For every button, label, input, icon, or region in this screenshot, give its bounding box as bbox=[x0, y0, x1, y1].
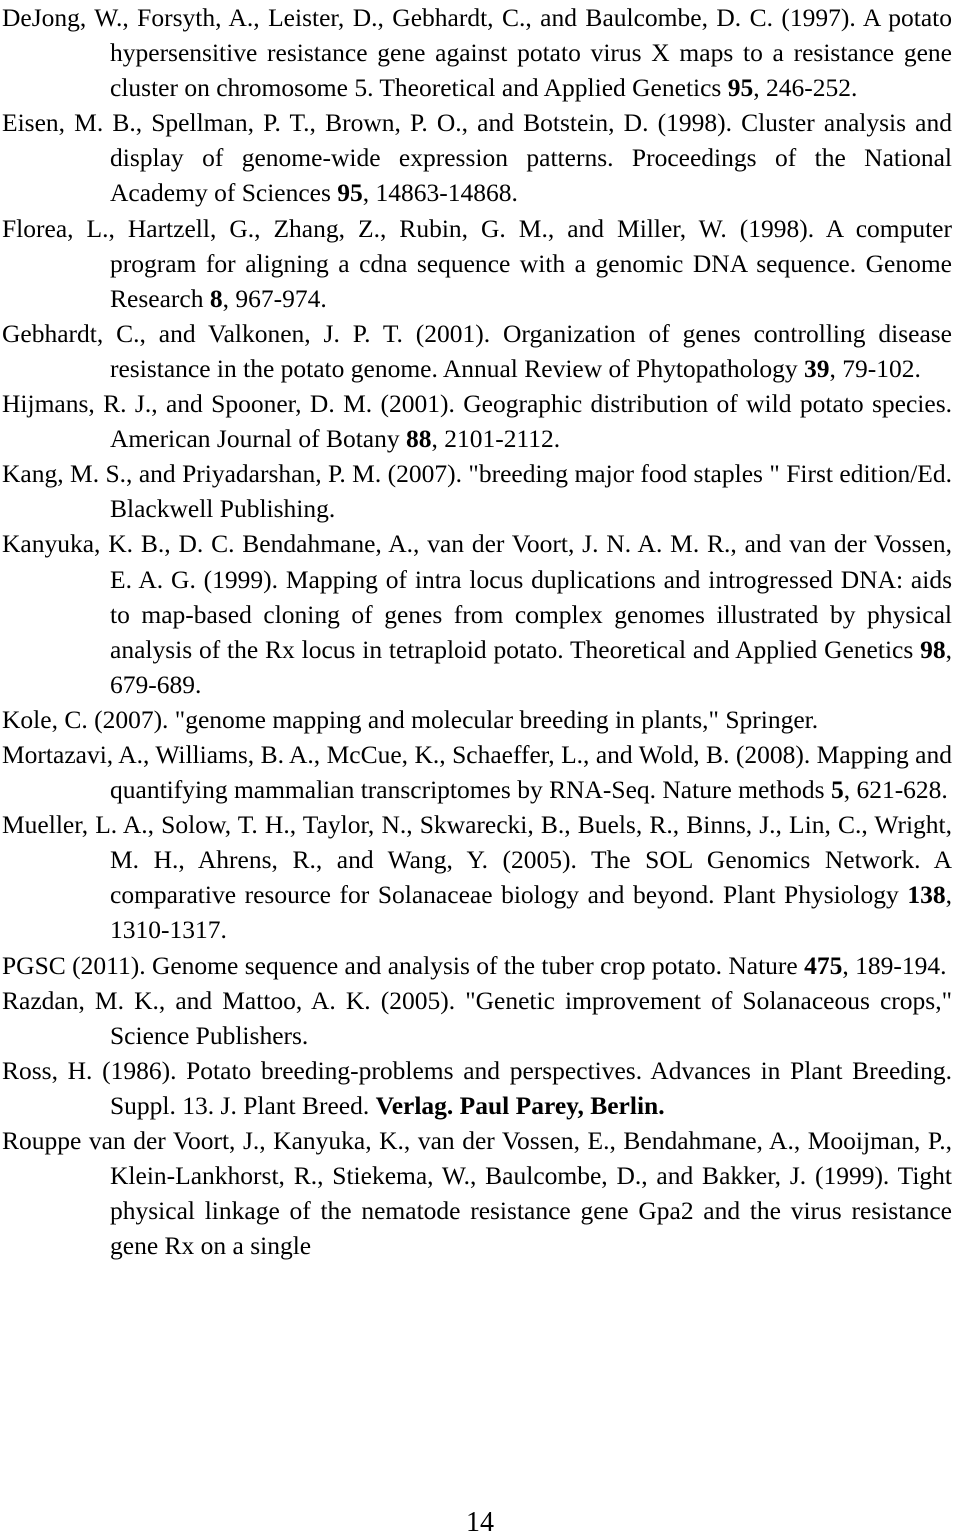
reference-entry bbox=[2, 983, 952, 1053]
reference-pages: , 2101-2112. bbox=[431, 424, 561, 454]
reference-volume: 98 bbox=[920, 634, 946, 664]
reference-text: Hijmans, R. J., and Spooner, D. M. (2001). Geographic distribution of wild potato species. American Journal of Botany bbox=[2, 389, 952, 454]
reference-text: DeJong, W., Forsyth, A., Leister, D., Gebhardt, C., and Baulcombe, D. C. (1997). A potato hypersensitive resistance gene against potato virus X maps to a resistance gene cluster on chromosome 5. Theoretical and Applied Genetics bbox=[2, 3, 952, 103]
reference-text: Kanyuka, K. B., D. C. Bendahmane, A., van der Voort, J. N. A. M. R., and van der Vossen, E. A. G. (1999). Mapping of intra locus duplications and introgressed DNA: aids to map-based cloning of genes from complex genomes illustrated by physical analysis of the Rx locus in tetraploid potato. Theoretical and Applied Genetics bbox=[2, 529, 952, 664]
reference-text: Mueller, L. A., Solow, T. H., Taylor, N., Skwarecki, B., Buels, R., Binns, J., Lin, C., Wright, M. H., Ahrens, R., and Wang, Y. (2005). The SOL Genomics Network. A comparative resource for Solanaceae biology and beyond. Plant Physiology bbox=[2, 810, 952, 910]
reference-volume: 95 bbox=[337, 178, 363, 208]
reference-pages: , 189-194. bbox=[842, 950, 947, 980]
reference-entry bbox=[2, 0, 952, 105]
reference-entry bbox=[2, 316, 952, 386]
reference-entry bbox=[2, 386, 952, 456]
reference-text: Ross, H. (1986). Potato breeding-problems and perspectives. Advances in Plant Breeding. Suppl. 13. J. Plant Breed. bbox=[2, 1055, 952, 1120]
reference-volume: Verlag. Paul Parey, Berlin. bbox=[375, 1090, 665, 1120]
reference-pages: , 679-689. bbox=[110, 634, 952, 699]
reference-volume: 95 bbox=[727, 73, 754, 103]
reference-volume: 5 bbox=[830, 775, 844, 805]
reference-entry bbox=[2, 1053, 952, 1123]
reference-entry bbox=[2, 456, 952, 526]
reference-entry bbox=[2, 737, 952, 807]
reference-entry bbox=[2, 526, 952, 701]
reference-volume: 88 bbox=[406, 424, 432, 454]
reference-pages: , 967-974. bbox=[222, 283, 327, 313]
reference-text: Rouppe van der Voort, J., Kanyuka, K., van der Vossen, E., Bendahmane, A., Mooijman, P., Klein-Lankhorst, R., Stiekema, W., Baulcombe, D., and Bakker, J. (1999). Tight physical linkage of the nematode resistance gene Gpa2 and the virus resistance gene Rx on a single bbox=[2, 1126, 952, 1261]
reference-pages: , 621-628. bbox=[843, 775, 948, 805]
reference-volume: 138 bbox=[907, 880, 946, 910]
reference-text: Razdan, M. K., and Mattoo, A. K. (2005). "Genetic improvement of Solanaceous crops," Science Publishers. bbox=[2, 985, 952, 1050]
reference-text: Florea, L., Hartzell, G., Zhang, Z., Rubin, G. M., and Miller, W. (1998). A computer program for aligning a cdna sequence with a genomic DNA sequence. Genome Research bbox=[2, 213, 952, 313]
reference-pages: , 79-102. bbox=[829, 353, 921, 383]
reference-text: Kole, C. (2007). "genome mapping and molecular breeding in plants," Springer. bbox=[2, 704, 819, 734]
reference-entry bbox=[2, 948, 952, 983]
reference-pages: , 14863-14868. bbox=[362, 178, 518, 208]
page-number: 14 bbox=[466, 1507, 494, 1538]
reference-entry bbox=[2, 105, 952, 210]
reference-text: Gebhardt, C., and Valkonen, J. P. T. (2001). Organization of genes controlling disease resistance in the potato genome. Annual Review of Phytopathology bbox=[2, 318, 952, 383]
reference-text: Eisen, M. B., Spellman, P. T., Brown, P. O., and Botstein, D. (1998). Cluster analysis and display of genome-wide expression patterns. Proceedings of the National Academy of Sciences bbox=[2, 108, 952, 208]
reference-volume: 475 bbox=[804, 950, 843, 980]
reference-entry bbox=[2, 1123, 952, 1263]
reference-pages: , 1310-1317. bbox=[110, 880, 952, 945]
reference-text: Kang, M. S., and Priyadarshan, P. M. (2007). "breeding major food staples " First edition/Ed. Blackwell Publishing. bbox=[2, 459, 952, 524]
reference-entry bbox=[2, 211, 952, 316]
reference-volume: 39 bbox=[804, 353, 830, 383]
reference-entry bbox=[2, 702, 952, 737]
reference-entry bbox=[2, 807, 952, 947]
reference-text: PGSC (2011). Genome sequence and analysis of the tuber crop potato. Nature bbox=[2, 950, 805, 980]
reference-pages: , 246-252. bbox=[753, 73, 858, 103]
reference-volume: 8 bbox=[209, 283, 223, 313]
reference-text: Mortazavi, A., Williams, B. A., McCue, K., Schaeffer, L., and Wold, B. (2008). Mapping and quantifying mammalian transcriptomes by RNA-Seq. Nature methods bbox=[2, 739, 952, 805]
reference-list bbox=[2, 0, 952, 1263]
